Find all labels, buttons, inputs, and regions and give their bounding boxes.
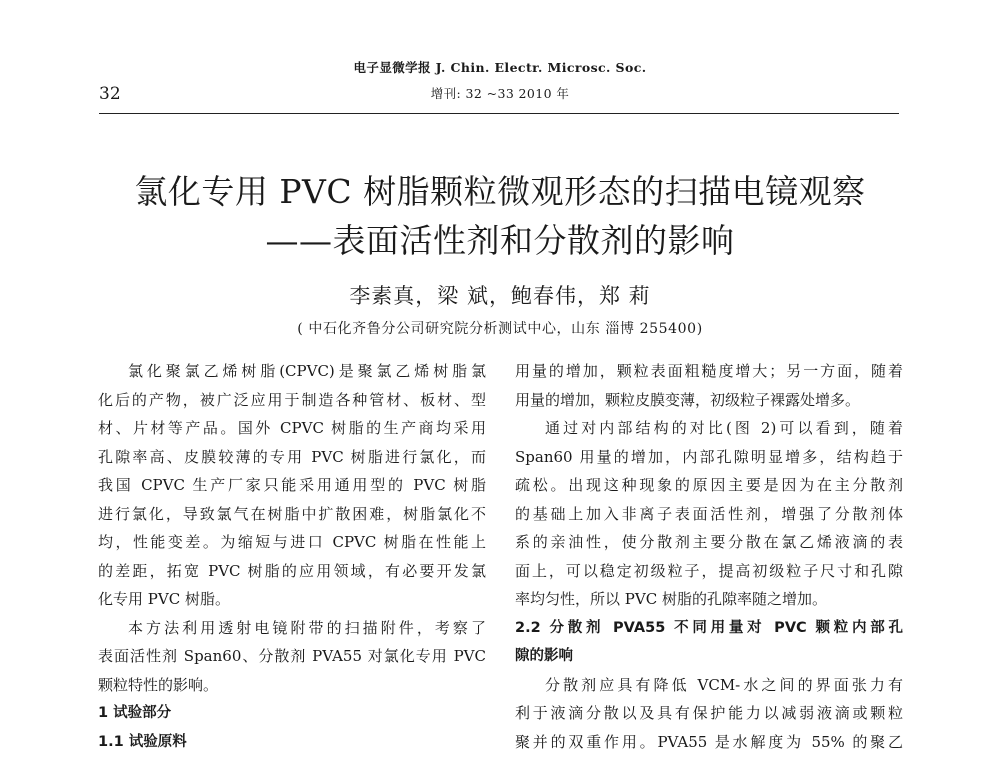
text-line: 用量的增加，颗粒表面粗糙度增大；另一方面，随着 [515,362,903,380]
text-line: 本方法利用透射电镜附带的扫描附件，考察了 [128,618,486,637]
body-column-right [515,357,903,756]
text-line: 用量的增加，颗粒皮膜变薄，初级粒子裸露处增多。 [515,390,861,409]
text-line: 系的亲油性，使分散剂主要分散在氯乙烯液滴的表 [515,533,903,551]
page-number: 32 [99,84,121,104]
text-line: 的差距，拓宽 PVC 树脂的应用领域，有必要开发氯 [98,561,486,580]
header-divider [99,113,899,114]
text-line: 通过对内部结构的对比(图 2)可以看到，随着 [545,419,903,437]
paper-title-line-2: ——表面活性剂和分散剂的影响 [265,221,735,260]
text-line: Span60 用量的增加，内部孔隙明显增多，结构趋于 [515,447,903,466]
running-header-journal: 电子显微学报 J. Chin. Electr. Microsc. Soc. [353,60,647,75]
running-header-issue: 增刊: 32 ~33 2010 年 [430,86,570,101]
text-line: 化专用 PVC 树脂。 [98,590,230,608]
body-column-left [98,357,486,756]
text-line: 表面活性剂 Span60、分散剂 PVA55 对氯化专用 PVC [98,647,486,665]
subsection-heading: 隙的影响 [515,648,573,664]
text-line: 化后的产物，被广泛应用于制造各种管材、板材、型 [98,390,486,409]
text-line: 疏松。出现这种现象的原因主要是因为在主分散剂 [515,476,903,494]
text-line: 颗粒特性的影响。 [98,675,219,694]
text-line: 率均匀性，所以 PVC 树脂的孔隙率随之增加。 [515,590,827,608]
text-line: 利于液滴分散以及具有保护能力以减弱液滴或颗粒 [515,704,903,722]
subsection-heading: 2.2 分散剂 PVA55 不同用量对 PVC 颗粒内部孔 [515,619,903,636]
text-line: 聚并的双重作用。PVA55 是水解度为 55% 的聚乙 [515,732,903,751]
text-line: 氯化聚氯乙烯树脂(CPVC)是聚氯乙烯树脂氯 [128,362,486,380]
paper-title-line-1: 氯化专用 PVC 树脂颗粒微观形态的扫描电镜观察 [134,172,866,211]
text-line: 分散剂应具有降低 VCM-水之间的界面张力有 [545,675,903,694]
text-line: 面上，可以稳定初级粒子，提高初级粒子尺寸和孔隙 [515,561,903,580]
text-line: 均，性能变差。为缩短与进口 CPVC 树脂在性能上 [98,533,486,551]
section-heading: 1 试验部分 [98,705,172,721]
subsection-heading: 1.1 试验原料 [98,733,187,750]
text-line: 进行氯化，导致氯气在树脂中扩散困难，树脂氯化不 [98,504,486,523]
text-line: 材、片材等产品。国外 CPVC 树脂的生产商均采用 [98,419,486,437]
author-affiliation: ( 中石化齐鲁分公司研究院分析测试中心，山东 淄博 255400) [297,321,703,337]
author-list: 李素真，梁 斌，鲍春伟，郑 莉 [349,284,651,308]
text-line: 孔隙率高、皮膜较薄的专用 PVC 树脂进行氯化，而 [98,447,486,466]
text-line: 我国 CPVC 生产厂家只能采用通用型的 PVC 树脂 [98,476,486,494]
text-line: 的基础上加入非离子表面活性剂，增强了分散剂体 [515,504,903,523]
